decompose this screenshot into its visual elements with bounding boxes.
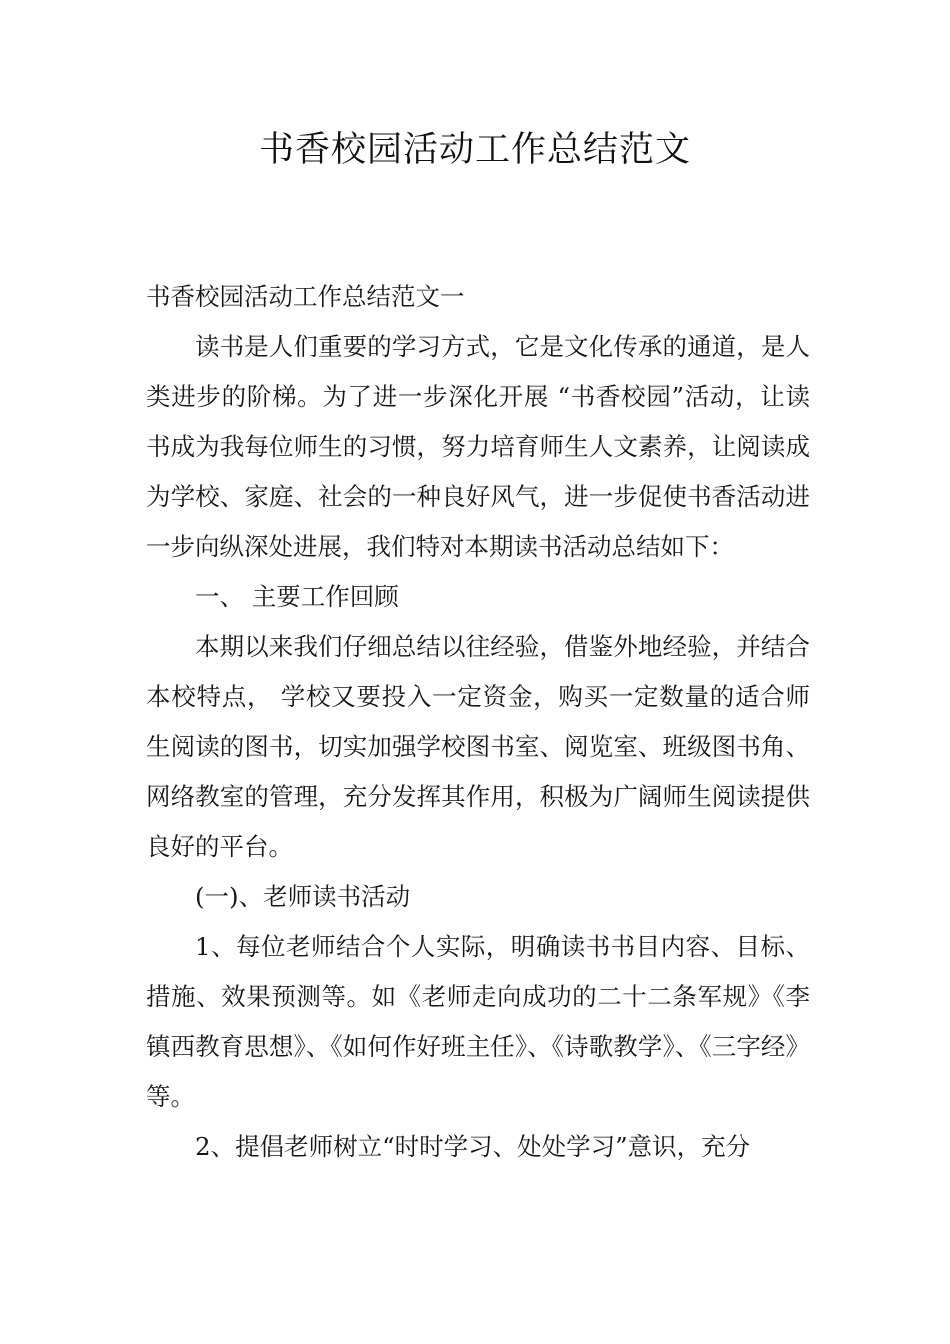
- document-title: 书香校园活动工作总结范文: [258, 130, 691, 170]
- paragraph-intro: 读书是人们重要的学习方式，它是文化传承的通道，是人类进步的阶梯。为了进一步深化开展 “书香校园”活动，让读书成为我每位师生的习惯，努力培育师生人文素养，让阅读成为学校、家庭、社会的一种良好风气，进一步促使书香活动进一步向纵深处进展，我们特对本期读书活动总结如下：: [146, 332, 810, 561]
- section-heading: 书香校园活动工作总结范文一: [146, 282, 465, 311]
- document-body: [146, 272, 810, 1172]
- paragraph-item-1: 1、每位老师结合个人实际，明确读书书目内容、目标、措施、效果预测等。如《老师走向成功的二十二条军规》《李镇西教育思想》、《如何作好班主任》、《诗歌教学》、《三字经》等。: [146, 932, 810, 1111]
- subheading-work-review: 一、 主要工作回顾: [195, 582, 399, 611]
- subheading-teacher-reading: (一)、老师读书活动: [195, 882, 411, 911]
- paragraph-item-2: 2、提倡老师树立“时时学习、处处学习”意识，充分: [195, 1132, 751, 1161]
- paragraph-work-review: 本期以来我们仔细总结以往经验，借鉴外地经验，并结合本校特点， 学校又要投入一定资金，购买一定数量的适合师生阅读的图书，切实加强学校图书室、阅览室、班级图书角、网络教室的管理，充分发挥其作用，积极为广阔师生阅读提供良好的平台。: [146, 632, 810, 861]
